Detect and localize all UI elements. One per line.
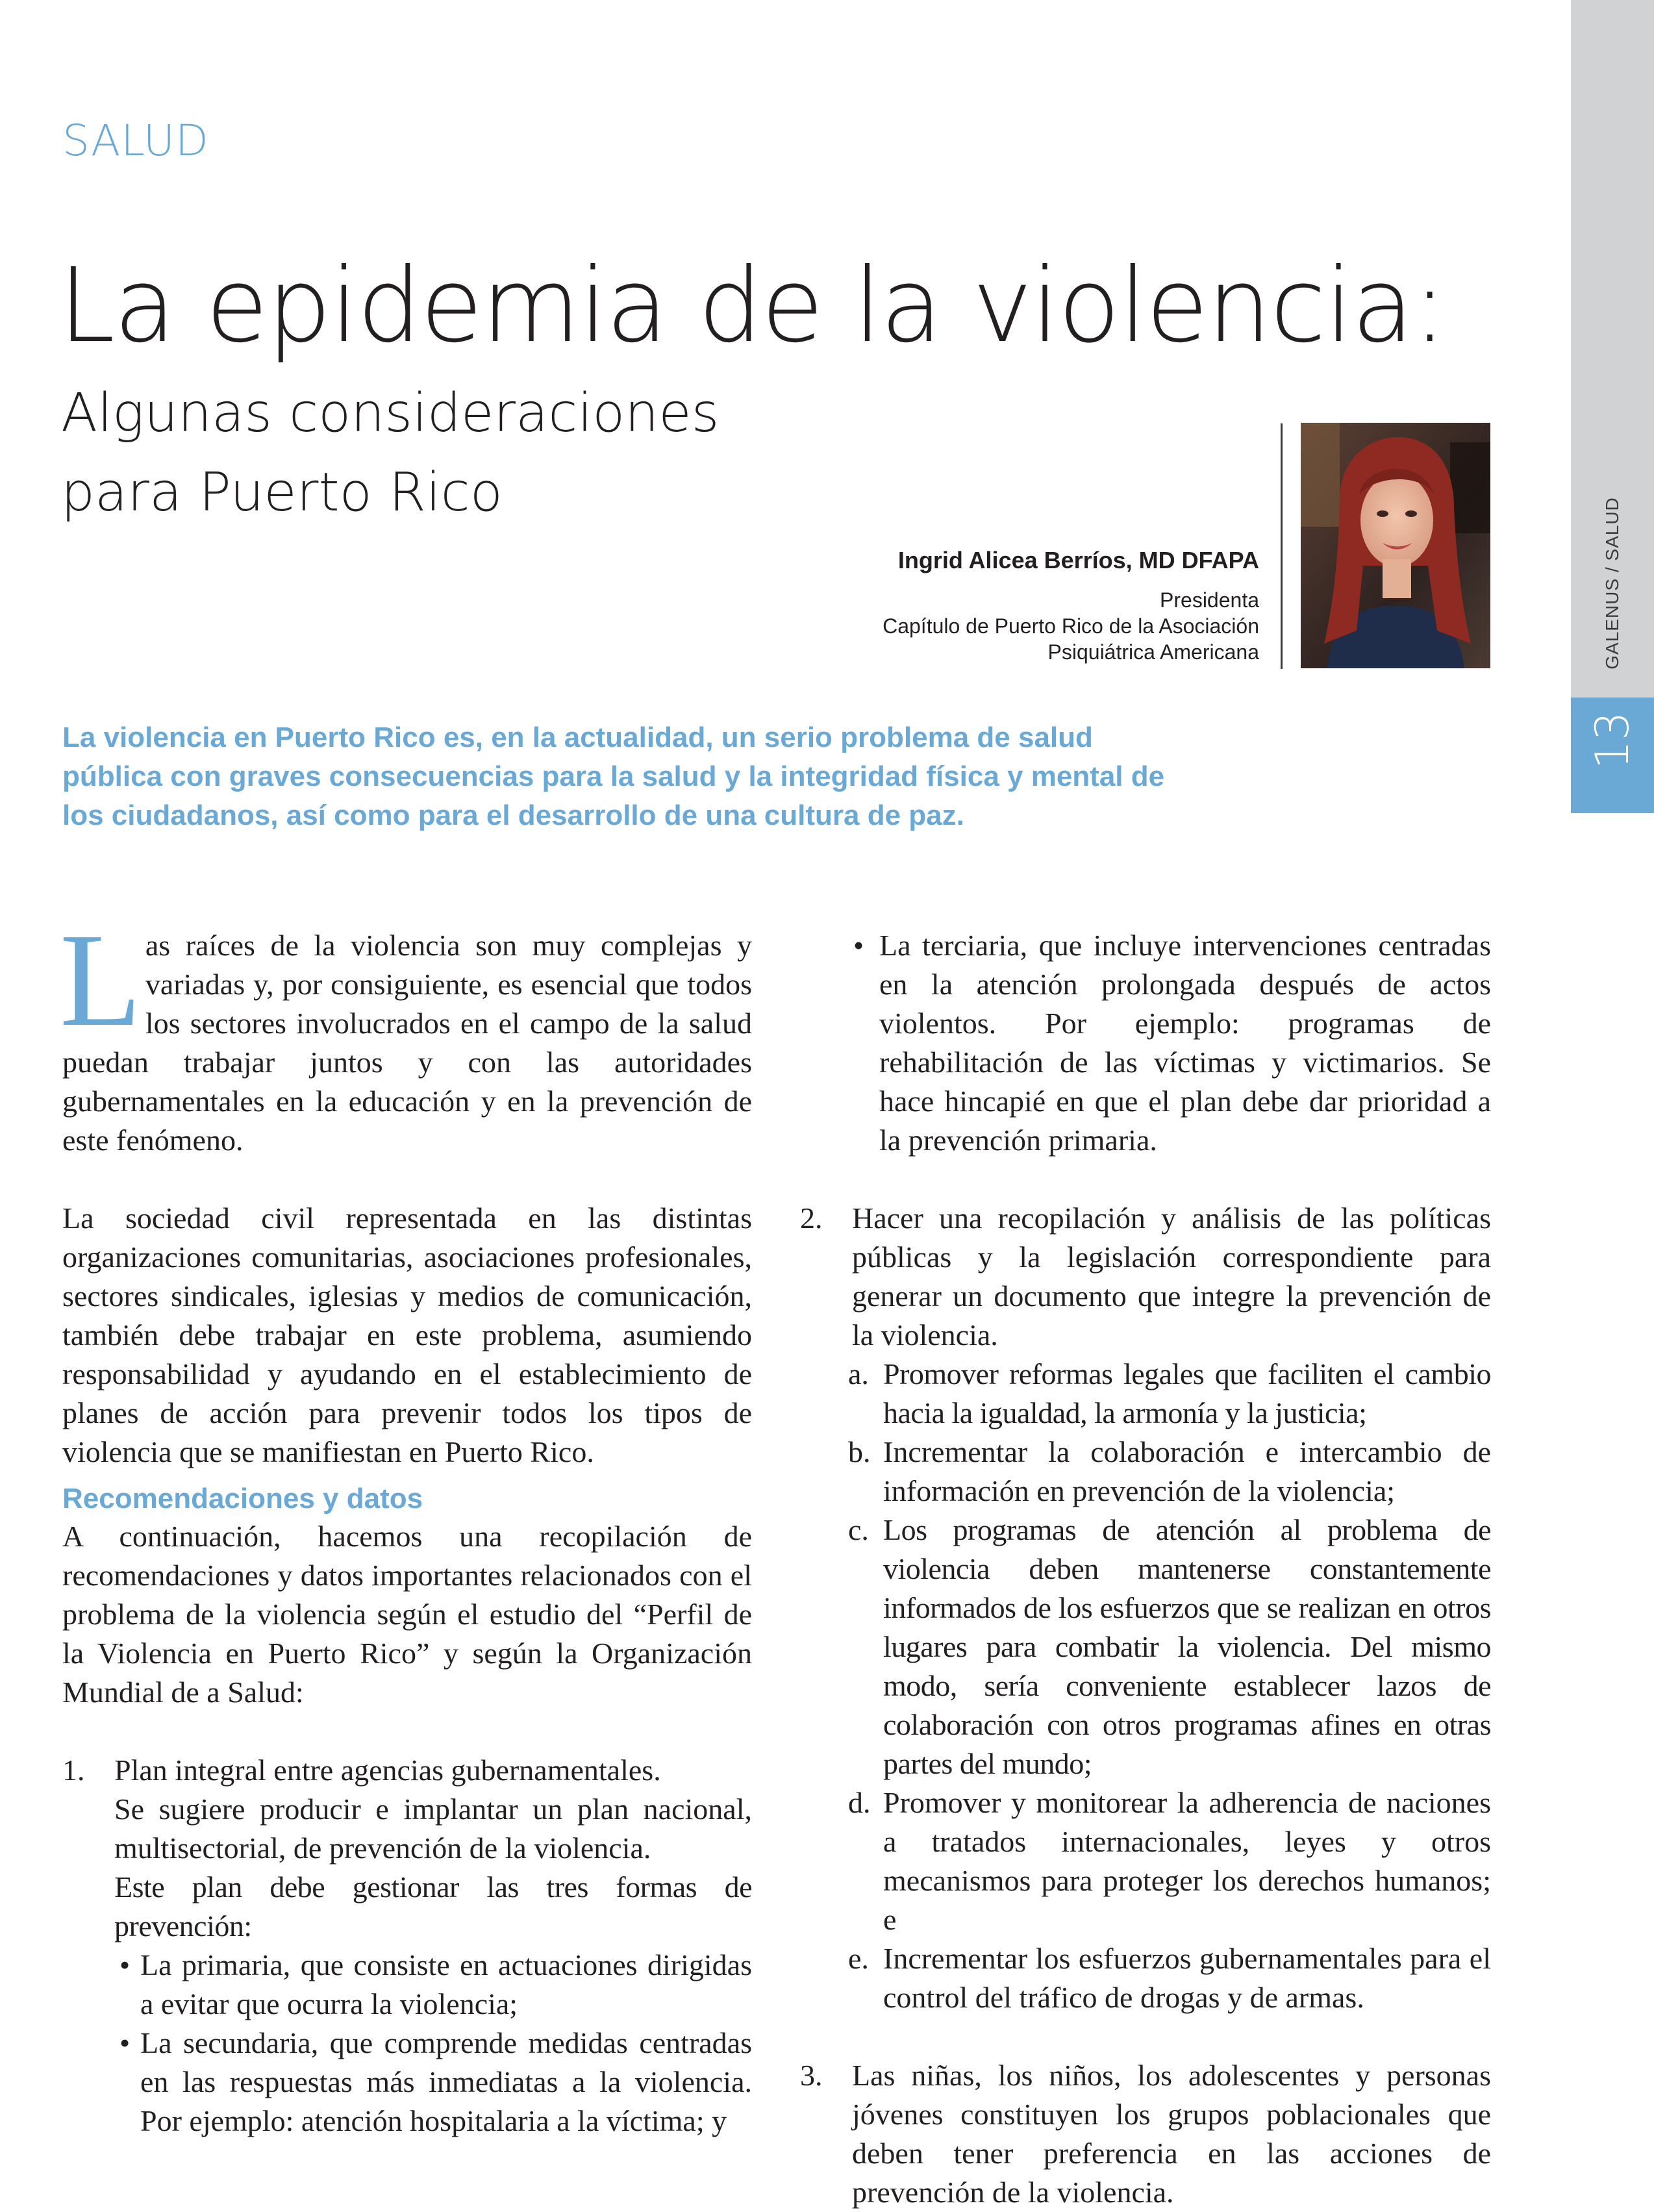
list-item-3: [800, 2056, 1491, 2212]
author-photo: [1301, 423, 1490, 668]
article-title: La epidemia de la violencia:: [58, 246, 1446, 366]
list-item-1: [62, 1751, 752, 2141]
subtitle-line-2: para Puerto Rico: [61, 462, 503, 523]
article-subtitle: [61, 374, 719, 533]
author-divider: [1281, 423, 1283, 669]
subitem-a: [848, 1355, 1491, 1433]
drop-cap: L: [60, 905, 142, 1054]
subitem-text: Incrementar los esfuerzos gubernamentales para el control del tráfico de drogas y de armas.: [883, 1942, 1491, 2014]
author-role: Presidenta: [1160, 588, 1259, 612]
subitem-mark: b.: [848, 1435, 871, 1468]
subitem-c: [848, 1511, 1491, 1783]
civil-society-paragraph: La sociedad civil representada en las distintas organizaciones comunitarias, asociaciones profesionales, sectores sindicales, iglesias y medios de comunicación, también debe trabajar en este problema, asumiendo responsabilidad y ayudando en el establecimiento de planes de acción para prevenir todos los tipos de violencia que se manifiestan en Puerto Rico.: [62, 1201, 752, 1468]
bullet-secundaria: [114, 2024, 752, 2141]
subitem-b: [848, 1433, 1491, 1511]
section-label: SALUD: [62, 116, 209, 166]
subitem-mark: a.: [848, 1357, 869, 1390]
author-name: Ingrid Alicea Berríos, MD DFAPA: [897, 547, 1259, 573]
author-portrait-image: [1301, 423, 1490, 668]
list-number: 2.: [800, 1201, 823, 1235]
intro-paragraph: [60, 905, 752, 1160]
subitem-mark: d.: [848, 1786, 871, 1819]
bullet-primaria: [114, 1946, 752, 2024]
page-number: 13: [1586, 711, 1639, 770]
subitem-mark: e.: [848, 1942, 869, 1975]
section-heading: Recomendaciones y datos: [62, 1483, 423, 1514]
author-org-line-1: Capítulo de Puerto Rico de la Asociación: [883, 614, 1259, 638]
recommendations-intro: A continuación, hacemos una recopilación de recomendaciones y datos importantes relacionados con el problema de la violencia según el estudio del “Perfil de la Violencia en Puerto Rico” y según la Organización Mundial de a Salud:: [62, 1520, 752, 1709]
subitem-e: [848, 1939, 1491, 2017]
bullet-mark: •: [853, 929, 864, 962]
list-number: 1.: [62, 1753, 85, 1787]
right-column: [800, 926, 1491, 2212]
list-item-text: Se sugiere producir e implantar un plan nacional, multisectorial, de prevención de la violencia.: [114, 1792, 752, 1865]
author-block: [883, 547, 1259, 665]
subitem-text: Promover reformas legales que faciliten el cambio hacia la igualdad, la armonía y la justicia;: [883, 1357, 1491, 1429]
list-item-text: Las niñas, los niños, los adolescentes y personas jóvenes constituyen los grupos poblacionales que deben tener preferencia en las acciones de prevención de la violencia.: [852, 2059, 1491, 2209]
subitem-text: Los programas de atención al problema de violencia deben mantenerse constantemente informados de los esfuerzos que se realizan en otros lugares para combatir la violencia. Del mismo modo, sería conveniente establecer lazos de colaboración con otros programas afines en otras partes del mundo;: [883, 1513, 1491, 1780]
subitem-d: [848, 1783, 1491, 1939]
list-item-text: Hacer una recopilación y análisis de las políticas públicas y la legislación correspondiente para generar un documento que integre la prevención de la violencia.: [852, 1201, 1491, 1351]
bullet-mark: •: [119, 1948, 131, 1981]
lead-paragraph: La violencia en Puerto Rico es, en la actualidad, un serio problema de salud pública con graves consecuencias para la salud y la integridad física y mental de los ciudadanos, así como para el desarrollo de una cultura de paz.: [62, 722, 1165, 831]
subitem-mark: c.: [848, 1513, 869, 1546]
list-item-2: [800, 1199, 1491, 2017]
bullet-text: La primaria, que consiste en actuaciones dirigidas a evitar que ocurra la violencia;: [140, 1948, 752, 2020]
list-item-text-2: Este plan debe gestionar las tres formas de prevención:: [114, 1870, 752, 1942]
subitem-text: Promover y monitorear la adherencia de naciones a tratados internacionales, leyes y otros mecanismos para proteger los derechos humanos; e: [883, 1786, 1491, 1936]
list-item-title: Plan integral entre agencias gubernamentales.: [114, 1753, 661, 1787]
sidebar-label: GALENUS / SALUD: [1602, 497, 1622, 670]
bullet-text: La terciaria, que incluye intervenciones centradas en la atención prolongada después de actos violentos. Por ejemplo: programas de rehabilitación de las víctimas y victimarios. Se hace hincapié en que el plan debe dar prioridad a la prevención primaria.: [879, 929, 1491, 1157]
author-org-line-2: Psiquiátrica Americana: [1047, 640, 1259, 664]
subtitle-line-1: Algunas consideraciones: [61, 383, 720, 444]
subitem-text: Incrementar la colaboración e intercambio de información en prevención de la violencia;: [883, 1435, 1491, 1507]
left-column: [60, 905, 752, 2141]
bullet-mark: •: [119, 2026, 131, 2059]
list-number: 3.: [800, 2059, 823, 2092]
bullet-text: La secundaria, que comprende medidas centradas en las respuestas más inmediatas a la violencia. Por ejemplo: atención hospitalaria a la víctima; y: [140, 2026, 752, 2137]
bullet-terciaria: [853, 926, 1491, 1160]
intro-text: as raíces de la violencia son muy complejas y variadas y, por consiguiente, es esencial que todos los sectores involucrados en el campo de la salud puedan trabajar juntos y con las autoridades gubernamentales en la educación y en la prevención de este fenómeno.: [62, 929, 752, 1157]
